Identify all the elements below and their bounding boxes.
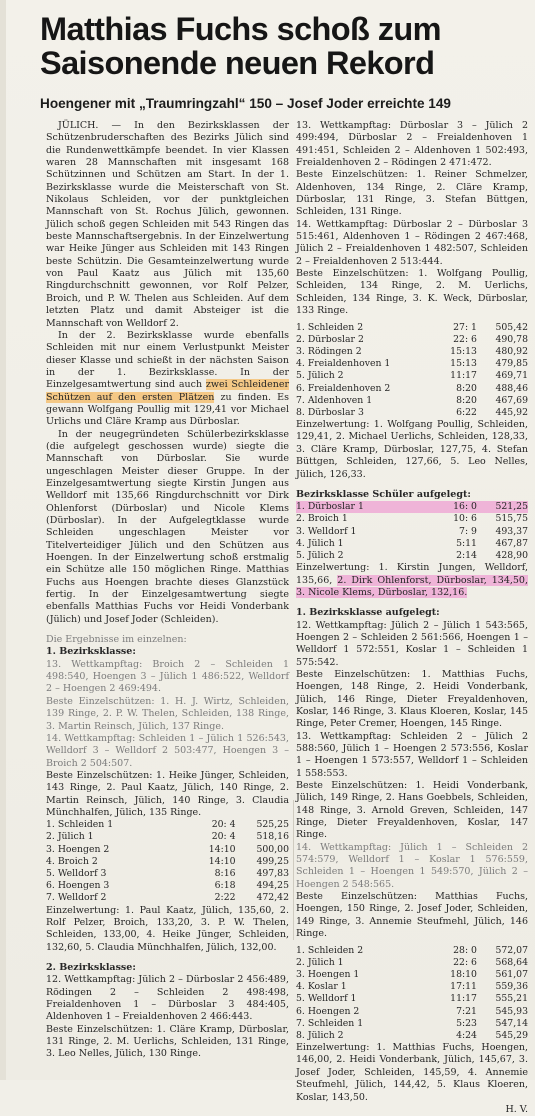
right-column [296, 120, 528, 1115]
table-row [296, 513, 528, 525]
aufgelegt-best-13: Beste Einzelschützen: 1. Heidi Vonderbank, Jülich, 149 Ringe, 2. Hans Goebbels, Schleiden, 148 Ringe, 3. Arnold Greven, Schleiden, 147 Ringe, Dieter Freyaldenhoven, Koslar, 147 Ringe. [296, 780, 528, 841]
ring-average: 561,07 [495, 968, 528, 980]
klasse1-wettkampf-13: 13. Wettkampftag: Broich 2 – Schleiden 1 498:540, Hoengen 3 – Jülich 1 486:522, Welldorf 2 – Hoengen 2 469:494. [46, 658, 289, 695]
points: 4:24 [456, 1029, 477, 1041]
points: 2:14 [456, 550, 477, 561]
table-row [296, 993, 528, 1005]
paper-edge [0, 0, 6, 1080]
schueler-einzel-text: Einzelwertung: 1. Kirstin Jungen, Welldorf, 135,66, [296, 562, 528, 586]
spacer [46, 626, 289, 634]
paper-crease [293, 800, 294, 940]
points: 7:21 [456, 1005, 477, 1017]
schueler-title: Bezirksklasse Schüler aufgelegt: [296, 488, 471, 500]
points: 7: 9 [459, 525, 477, 537]
points: 27: 1 [453, 321, 477, 333]
team-name: 5. Jülich 2 [296, 370, 344, 382]
ring-average: 500,00 [256, 843, 289, 855]
table-row [296, 346, 528, 358]
results-intro: Die Ergebnisse im einzelnen: [46, 634, 187, 646]
team-name: 4. Jülich 1 [296, 537, 344, 549]
ring-average: 568,64 [495, 956, 528, 968]
klasse2-best-12: Beste Einzelschützen: 1. Cläre Kramp, Dürboslar, 131 Ringe, 2. M. Uerlichs, Schleiden, 131 Ringe, 3. Leo Nelles, Jülich, 130 Ringe. [46, 1023, 289, 1060]
team-name: 3. Hoengen 2 [46, 843, 110, 855]
author-signature: H. V. [505, 1103, 528, 1115]
paragraph-2-text-b: zu finden. Es gewann Wolfgang Poullig mit 129,41 vor Michael Urlichs und Cläre Kramp aus Dürboslar. [46, 391, 289, 428]
paragraph-2 [46, 330, 289, 429]
klasse1-best-14: Beste Einzelschützen: 1. Heike Jünger, Schleiden, 143 Ringe, 2. Paul Kaatz, Jülich, 140 Ringe, 2. Martin Reinsch, Jülich, 140 Ringe, 3. Claudia Münchhalfen, Jülich, 135 Ringe. [46, 769, 289, 818]
klasse1-standings-table [46, 819, 289, 904]
table-row [296, 322, 528, 334]
aufgelegt-best-14: Beste Einzelschützen: Matthias Fuchs, Hoengen, 150 Ringe, 2. Josef Joder, Schleiden, 149 Ringe, 3. Annemie Steufmehl, Jülich, 146 Ringe. [296, 891, 528, 940]
team-name: 5. Welldorf 1 [296, 993, 357, 1005]
highlighted-text: zwei Schleidener Schützen auf den ersten Plätzen [46, 379, 289, 403]
ring-average: 545,29 [495, 1029, 528, 1041]
points: 10: 6 [453, 513, 477, 525]
ring-average: 518,16 [256, 831, 289, 843]
points: 22: 6 [453, 956, 477, 968]
table-row [46, 831, 289, 843]
spacer [296, 599, 528, 607]
team-name: 1. Dürboslar 1 [296, 501, 364, 513]
team-name: 7. Welldorf 2 [46, 892, 107, 904]
team-name: 2. Dürboslar 2 [296, 333, 364, 345]
table-row [46, 892, 289, 904]
team-name: 3. Rödingen 2 [296, 345, 362, 357]
table-row [296, 957, 528, 969]
points: 11:17 [450, 993, 477, 1005]
klasse2-wettkampf-12: 12. Wettkampftag: Jülich 2 – Dürboslar 2 456:489, Rödingen 2 – Schleiden 2 498:498, Freialdenhoven 1 – Dürboslar 3 484:405, Aldenhoven 1 – Freialdenhoven 2 466:443. [46, 974, 289, 1023]
klasse2-best-13: Beste Einzelschützen: 1. Reiner Schmelzer, Aldenhoven, 134 Ringe, 2. Cläre Kramp, Dürboslar, 131 Ringe, 3. Stefan Büttgen, Schleiden, 131 Ringe. [296, 169, 528, 218]
table-row [296, 383, 528, 395]
spacer [46, 954, 289, 962]
points: 8:20 [456, 394, 477, 406]
table-row [296, 334, 528, 346]
aufgelegt-best-12: Beste Einzelschützen: 1. Matthias Fuchs, Hoengen, 148 Ringe, 2. Heidi Vonderbank, Jülich, 146 Ringe, Dieter Freyaldenhoven, Koslar, 146 Ringe, 3. Klaus Kloeren, Koslar, 145 Ringe, Peter Cremer, Hoengen, 145 Ringe. [296, 668, 528, 730]
points: 11:17 [450, 370, 477, 382]
table-row [296, 395, 528, 407]
klasse2-einzelwertung: Einzelwertung: 1. Wolfgang Poullig, Schleiden, 129,41, 2. Michael Uerlichs, Schleiden, 128,33, 3. Cläre Kramp, Dürboslar, 127,75, 4. Stefan Büttgen, Schleiden, 127,66, 5. Leo Nelles, Jülich, 126,33. [296, 419, 528, 480]
points: 15:13 [450, 345, 477, 357]
table-row [296, 538, 528, 550]
team-name: 2. Jülich 1 [296, 956, 344, 968]
klasse1-best-13: Beste Einzelschützen: 1. H. J. Wirtz, Schleiden, 139 Ringe, 2. P. W. Thelen, Schleiden, 138 Ringe, 3. Martin Reinsch, Jülich, 137 Ringe. [46, 695, 289, 732]
team-name: 6. Hoengen 3 [46, 880, 110, 892]
points: 5:23 [456, 1017, 477, 1029]
ring-average: 499,25 [256, 855, 289, 867]
points: 28: 0 [453, 944, 477, 956]
team-name: 4. Broich 2 [46, 855, 98, 867]
ring-average: 559,36 [495, 981, 528, 993]
table-row [296, 969, 528, 981]
schueler-standings-table [296, 501, 528, 562]
points: 6:18 [214, 880, 236, 892]
ring-average: 521,25 [495, 501, 528, 513]
team-name: 3. Welldorf 1 [296, 525, 357, 537]
klasse2-best-14: Beste Einzelschützen: 1. Wolfgang Poullig, Schleiden, 134 Ringe, 2. M. Uerlichs, Schleiden, 134 Ringe, 3. K. Weck, Dürboslar, 133 Ringe. [296, 268, 528, 317]
points: 5:11 [456, 537, 477, 549]
aufgelegt-title: 1. Bezirksklasse aufgelegt: [296, 607, 440, 619]
ring-average: 547,14 [495, 1017, 528, 1029]
paragraph-3: In der neugegründeten Schülerbezirksklasse (die aufgelegt geschossen wurde) siegte die Mannschaft von Dürboslar. Sie wurde ungeschlagen Meister dieser Gruppe. In der Einzelgesamtwertung siegte Kirstin Jungen aus Welldorf mit 135,66 Ringdurchschnitt vor Dirk Ohlenforst (Dürboslar) und Nicole Klems (Dürboslar). In der Aufgelegtklasse wurde Schleiden ungeschlagen Meister vor Titelverteidiger Jülich und den Schützen aus Hoengen. In der Einzelwertung schoß erstmalig ein Schütze alle 150 möglichen Ringe. Matthias Fuchs aus Hoengen brachte dieses Glanzstück fertig. In der Einzelgesamtwertung siegte ebenfalls Matthias Fuchs vor Heidi Vonderbank (Jülich) und Josef Joder (Schleiden). [46, 428, 289, 625]
ring-average: 525,25 [256, 819, 289, 831]
aufgelegt-wettkampf-13: 13. Wettkampftag: Schleiden 2 – Jülich 2 588:560, Jülich 1 – Hoengen 2 573:556, Koslar 1 – Hoengen 1 573:557, Welldorf 1 – Schleiden 1 558:553. [296, 730, 528, 779]
team-name: 1. Schleiden 1 [46, 819, 114, 831]
aufgelegt-standings-table [296, 945, 528, 1043]
team-name: 2. Broich 1 [296, 513, 348, 525]
points: 20: 4 [211, 831, 236, 843]
team-name: 7. Aldenhoven 1 [296, 394, 373, 406]
left-column [46, 120, 289, 1078]
ring-average: 467,87 [495, 537, 528, 549]
table-row [46, 819, 289, 831]
ring-average: 488,46 [495, 382, 528, 394]
klasse2-wettkampf-13: 13. Wettkampftag: Dürboslar 3 – Jülich 2 499:494, Dürboslar 2 – Freialdenhoven 1 491:451, Schleiden 2 – Aldenhoven 1 502:493, Freialdenhoven 2 – Rödingen 2 471:472. [296, 120, 528, 169]
table-row [46, 844, 289, 856]
points: 22: 6 [453, 333, 477, 345]
klasse1-title: 1. Bezirksklasse: [46, 646, 136, 658]
team-name: 7. Schleiden 1 [296, 1017, 364, 1029]
spacer [296, 481, 528, 489]
klasse2-title: 2. Bezirksklasse: [46, 962, 136, 974]
aufgelegt-wettkampf-12: 12. Wettkampftag: Jülich 2 – Jülich 1 543:565, Hoengen 2 – Schleiden 2 561:566, Hoengen 1 – Welldorf 1 572:551, Koslar 1 – Schleiden 1 575:542. [296, 619, 528, 668]
klasse2-wettkampf-14: 14. Wettkampftag: Dürboslar 2 – Dürboslar 3 515:461, Aldenhoven 1 – Rödingen 2 467:468, Jülich 2 – Freialdenhoven 1 482:507, Schleiden 2 – Freialdenhoven 2 513:444. [296, 218, 528, 267]
table-row [296, 945, 528, 957]
ring-average: 515,75 [495, 513, 528, 525]
ring-average: 469,71 [495, 370, 528, 382]
intro-paragraph: JÜLICH. — In den Bezirksklassen der Schützenbruderschaften des Bezirks Jülich sind die Rundenwettkämpfe beendet. In vier Klassen waren 28 Mannschaften mit insgesamt 168 Schützinnen und Schützen am Start. In der 1. Bezirksklasse wurde die Meisterschaft von St. Nikolaus Schleiden, vor der punktgleichen Mannschaft von St. Rochus Jülich, gewonnen. Jülich schoß gegen Schleiden mit 543 Ringen das beste Mannschaftsergebnis. In der Einzelwertung war Heike Jünger aus Schleiden mit 143 Ringen beste Schützin. Die Gesamteinzelwertung wurde von Paul Kaatz aus Jülich mit 135,60 Ringdurchschnitt gewonnen, vor Rolf Pelzer, Broich, und P. W. Thelen aus Schleiden. Auf dem letzten Platz und damit Absteiger ist die Mannschaft von Welldorf 2. [46, 120, 289, 329]
table-row [296, 981, 528, 993]
highlighted-text: 2. Dirk Ohlenforst, Dürboslar, 134,50, [337, 574, 528, 586]
subheadline: Hoengener mit „Traumringzahl“ 150 – Josef Joder erreichte 149 [40, 96, 451, 111]
points: 6:22 [456, 406, 477, 418]
team-name: 5. Jülich 2 [296, 550, 344, 561]
table-row [296, 407, 528, 419]
klasse1-einzelwertung: Einzelwertung: 1. Paul Kaatz, Jülich, 135,60, 2. Rolf Pelzer, Broich, 133,20, 3. P. W. Thelen, Schleiden, 133,00, 4. Heike Jünger, Schleiden, 132,60, 5. Claudia Münchhalfen, Jülich, 132,00. [46, 904, 289, 953]
points: 8:20 [456, 382, 477, 394]
ring-average: 490,78 [495, 333, 528, 345]
table-row [296, 526, 528, 538]
ring-average: 445,92 [495, 406, 528, 418]
ring-average: 572,07 [495, 944, 528, 956]
ring-average: 493,37 [495, 525, 528, 537]
table-row [296, 370, 528, 382]
points: 15:13 [450, 358, 477, 370]
ring-average: 555,21 [495, 993, 528, 1005]
team-name: 8. Dürboslar 3 [296, 406, 364, 418]
ring-average: 428,90 [495, 550, 528, 561]
ring-average: 472,42 [256, 892, 289, 904]
headline: Matthias Fuchs schoß zum Saisonende neuen Rekord [40, 11, 441, 81]
team-name: 6. Hoengen 2 [296, 1005, 360, 1017]
team-name: 5. Welldorf 3 [46, 868, 107, 880]
table-row [296, 1018, 528, 1030]
points: 14:10 [208, 855, 236, 867]
klasse1-wettkampf-14: 14. Wettkampftag: Schleiden 1 – Jülich 1 526:543, Welldorf 3 – Welldorf 2 503:477, Hoengen 3 – Broich 2 504:507. [46, 732, 289, 769]
ring-average: 545,93 [495, 1005, 528, 1017]
table-row-highlighted [296, 501, 528, 513]
points: 17:11 [450, 981, 477, 993]
table-row [296, 358, 528, 370]
points: 2:22 [214, 892, 236, 904]
points: 18:10 [450, 968, 477, 980]
team-name: 4. Freialdenhoven 1 [296, 358, 391, 370]
table-row [296, 1030, 528, 1042]
team-name: 6. Freialdenhoven 2 [296, 382, 391, 394]
aufgelegt-wettkampf-14: 14. Wettkampftag: Jülich 1 – Schleiden 2 574:579, Welldorf 1 – Koslar 1 576:559, Schleiden 1 – Hoengen 1 549:570, Jülich 2 – Hoengen 2 548:565. [296, 841, 528, 890]
team-name: 8. Jülich 2 [296, 1029, 344, 1041]
ring-average: 467,69 [495, 394, 528, 406]
paragraph-2-text-a: In der 2. Bezirksklasse wurde ebenfalls Schleiden mit nur einem Verlustpunkt Meister dieser Klasse und schießt in der nächsten Saison in der 1. Bezirksklasse. In der Einzelgesamtwertung sind auch [46, 329, 289, 391]
ring-average: 480,92 [495, 345, 528, 357]
table-row [296, 550, 528, 562]
team-name: 1. Schleiden 2 [296, 944, 364, 956]
team-name: 2. Jülich 1 [46, 831, 94, 843]
schueler-einzelwertung [296, 562, 528, 599]
points: 8:16 [214, 868, 236, 880]
points: 16: 0 [453, 501, 477, 513]
points: 20: 4 [211, 819, 236, 831]
ring-average: 479,85 [495, 358, 528, 370]
table-row [296, 1006, 528, 1018]
table-row [46, 856, 289, 868]
ring-average: 497,83 [256, 868, 289, 880]
ring-average: 494,25 [256, 880, 289, 892]
klasse2-standings-table [296, 322, 528, 420]
table-row [46, 880, 289, 892]
aufgelegt-einzelwertung: Einzelwertung: 1. Matthias Fuchs, Hoengen, 146,00, 2. Heidi Vonderbank, Jülich, 145,67, 3. Josef Joder, Schleiden, 145,59, 4. Annemie Steufmehl, Jülich, 144,42, 5. Klaus Kloeren, Koslar, 143,50. [296, 1042, 528, 1103]
table-row [46, 868, 289, 880]
team-name: 3. Hoengen 1 [296, 968, 360, 980]
highlighted-text: 3. Nicole Klems, Dürboslar, 132,16. [296, 586, 468, 598]
points: 14:10 [208, 843, 236, 855]
team-name: 4. Koslar 1 [296, 981, 347, 993]
team-name: 1. Schleiden 2 [296, 321, 364, 333]
ring-average: 505,42 [495, 321, 528, 333]
